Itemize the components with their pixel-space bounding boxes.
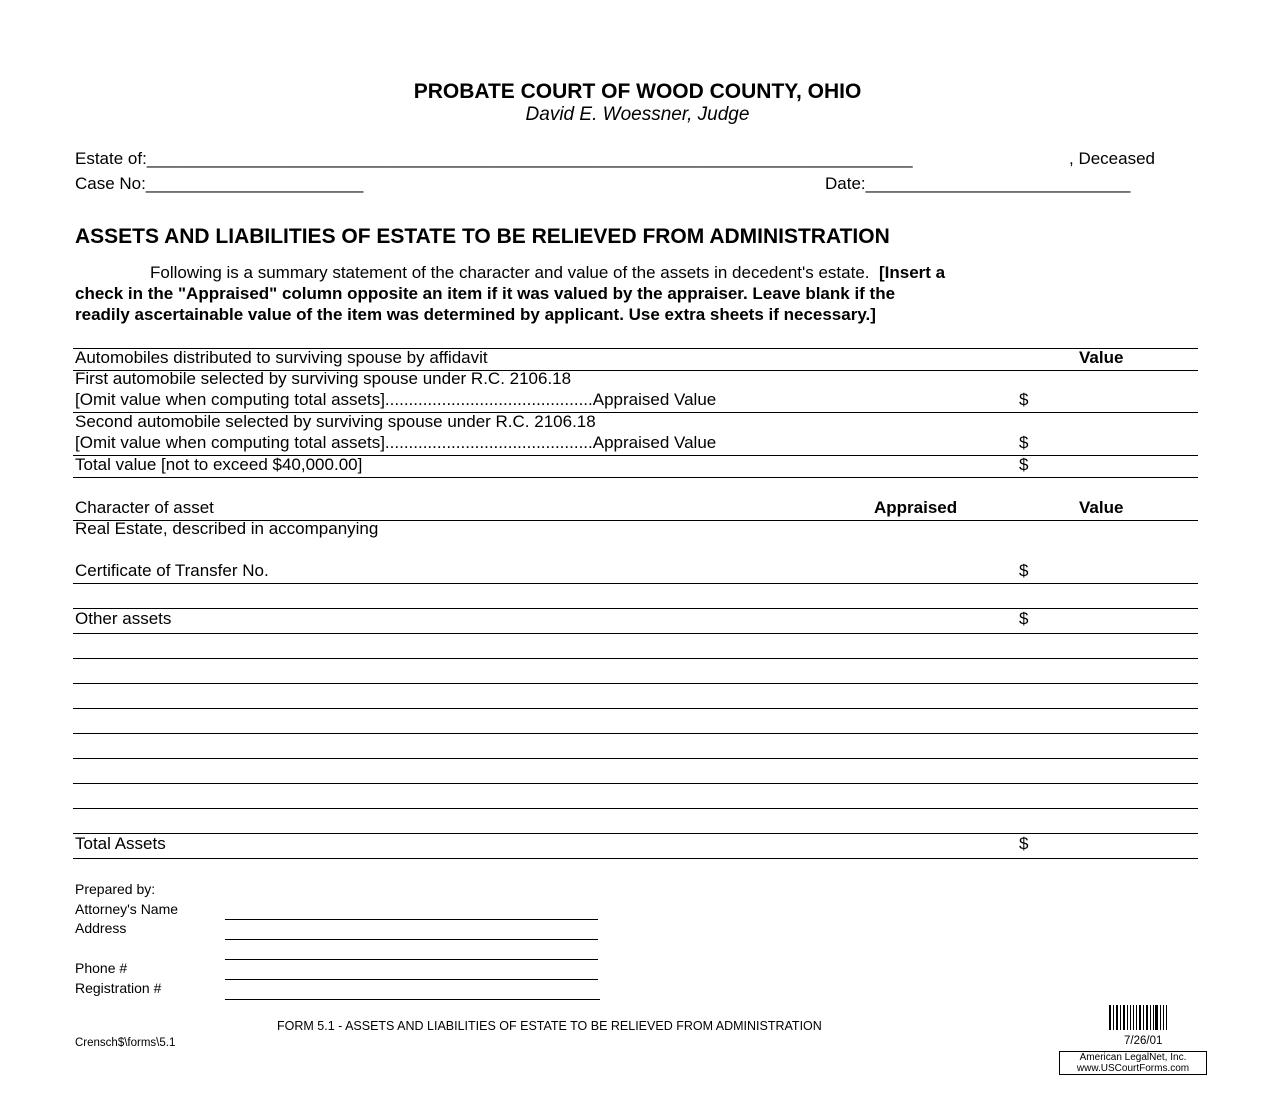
real-estate-dollar: $ <box>1019 561 1029 580</box>
vendor-url: www.USCourtForms.com <box>1076 1063 1190 1074</box>
total-assets-dollar: $ <box>1019 834 1029 853</box>
character-header: Character of asset <box>75 498 214 517</box>
automobiles-value-header: Value <box>1079 348 1124 367</box>
blank-asset-line[interactable] <box>73 758 1198 759</box>
judge-name: David E. Woessner, Judge <box>525 104 750 125</box>
blank-asset-line[interactable] <box>73 733 1198 734</box>
other-assets-dollar: $ <box>1019 609 1029 628</box>
form-title: ASSETS AND LIABILITIES OF ESTATE TO BE RELIEVED FROM ADMINISTRATION <box>75 225 890 248</box>
footer-form-title: FORM 5.1 - ASSETS AND LIABILITIES OF ESTATE TO BE RELIEVED FROM ADMINISTRATION <box>277 1019 822 1033</box>
divider <box>73 833 1198 834</box>
blank-asset-line[interactable] <box>73 658 1198 659</box>
other-assets-label: Other assets <box>75 609 172 628</box>
instructions-line1 <box>150 263 945 283</box>
deceased-label: , Deceased <box>1069 149 1155 168</box>
blank-asset-line[interactable] <box>73 708 1198 709</box>
appraised-header: Appraised <box>874 498 958 517</box>
divider <box>73 477 1198 478</box>
instructions-line1-plain: Following is a summary statement of the character and value of the assets in decedent's estate. <box>150 263 870 282</box>
footer-date: 7/26/01 <box>1124 1035 1163 1047</box>
prepared-by-heading: Prepared by: <box>75 881 156 897</box>
blank-asset-line[interactable] <box>73 808 1198 809</box>
real-estate-line1: Real Estate, described in accompanying <box>75 519 379 538</box>
instructions-line2: check in the "Appraised" column opposite an item if it was valued by the appraiser. Leave blank if the <box>75 284 896 303</box>
attorney-name-label: Attorney's Name <box>75 901 179 917</box>
date-field[interactable]: Date:____________________________ <box>825 174 1131 193</box>
first-auto-dollar: $ <box>1019 390 1029 409</box>
court-name: PROBATE COURT OF WOOD COUNTY, OHIO <box>413 80 862 103</box>
first-auto-line2: [Omit value when computing total assets]............................................Appraised Value <box>75 390 717 409</box>
phone-line[interactable] <box>225 979 598 980</box>
auto-total-dollar: $ <box>1019 455 1029 474</box>
second-auto-line2: [Omit value when computing total assets]............................................Appraised Value <box>75 433 717 452</box>
auto-total-label: Total value [not to exceed $40,000.00] <box>75 455 363 474</box>
divider <box>73 858 1198 859</box>
case-no-field[interactable]: Case No:_______________________ <box>75 174 364 193</box>
address-label: Address <box>75 920 127 936</box>
automobiles-header: Automobiles distributed to surviving spouse by affidavit <box>75 348 488 367</box>
divider <box>73 583 1198 584</box>
divider <box>73 633 1198 634</box>
barcode-image <box>1109 1005 1169 1030</box>
total-assets-label: Total Assets <box>75 834 166 853</box>
address-line[interactable] <box>225 939 598 940</box>
divider <box>73 608 1198 609</box>
registration-line[interactable] <box>225 999 600 1000</box>
assets-value-header: Value <box>1079 498 1124 517</box>
registration-label: Registration # <box>75 980 162 996</box>
blank-asset-line[interactable] <box>73 683 1198 684</box>
second-auto-dollar: $ <box>1019 433 1029 452</box>
footer-file-path: Crensch$\forms\5.1 <box>75 1037 176 1049</box>
instructions-line3: readily ascertainable value of the item was determined by applicant. Use extra sheets if necessary.] <box>75 305 876 324</box>
real-estate-line2: Certificate of Transfer No. <box>75 561 269 580</box>
vendor-name: American LegalNet, Inc. <box>1079 1052 1187 1063</box>
estate-of-field[interactable]: Estate of:_________________________________________________________________________________ <box>75 149 913 168</box>
first-auto-line1: First automobile selected by surviving spouse under R.C. 2106.18 <box>75 369 572 388</box>
address-line-2[interactable] <box>225 959 598 960</box>
second-auto-line1: Second automobile selected by surviving spouse under R.C. 2106.18 <box>75 412 596 431</box>
vendor-stamp <box>1059 1051 1207 1075</box>
blank-asset-line[interactable] <box>73 783 1198 784</box>
instructions-line1-bold: [Insert a <box>878 263 946 282</box>
attorney-name-line[interactable] <box>225 919 598 920</box>
phone-label: Phone # <box>75 960 128 976</box>
